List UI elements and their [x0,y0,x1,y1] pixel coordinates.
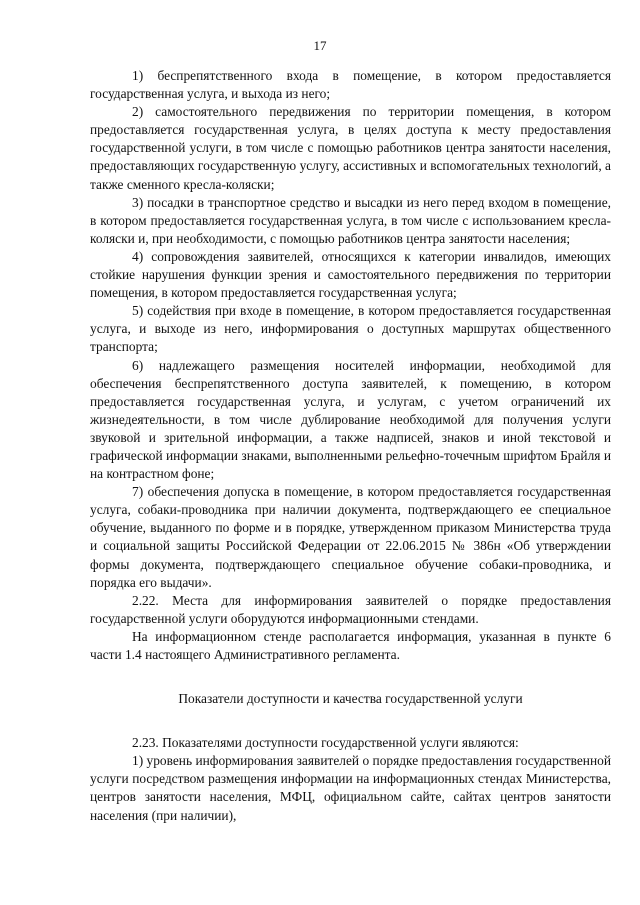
paragraph-item-1: 1) беспрепятственного входа в помещение, в котором предоставляется государственная услуга, и выхода из него; [90,68,611,102]
paragraph-indicator-1: 1) уровень информирования заявителей о порядке предоставления государственной услуги посредством размещения информации на информационных стендах Министерства, центров занятости населения, МФЦ, официальном сайте, сайтах центров занятости населения (при наличии), [90,753,611,823]
paragraph-2-23: 2.23. Показателями доступности государственной услуги являются: [132,735,519,751]
paragraph-item-3: 3) посадки в транспортное средство и высадки из него перед входом в помещение, в котором предоставляется государственная услуга, в том числе с использованием кресла-коляски и, при необходимости, с помощью работников центра занятости населения; [90,194,611,246]
document-body [90,67,611,825]
paragraph-item-7: 7) обеспечения допуска в помещение, в котором предоставляется государственная услуга, собаки-проводника при наличии документа, подтверждающего ее специальное обучение, выданного по форме и в порядке, утвержденном приказом Министерства труда и социальной защиты Российской Федерации от 22.06.2015 № 386н «Об утверждении формы документа, подтверждающего специальное обучение собаки-проводника, и порядка его выдачи». [90,484,611,590]
paragraph-info-stand: На информационном стенде располагается информация, указанная в пункте 6 части 1.4 настоящего Административного регламента. [90,628,611,662]
page-number: 17 [313,38,327,53]
paragraph-item-4: 4) сопровождения заявителей, относящихся к категории инвалидов, имеющих стойкие нарушения функции зрения и самостоятельного передвижения по территории помещения, в котором предоставляется государственная услуга; [90,248,611,301]
section-heading: Показатели доступности и качества государственной услуги [178,691,523,707]
paragraph-2-22: 2.22. Места для информирования заявителей о порядке предоставления государственной услуги оборудуются информационными стендами. [90,592,611,626]
paragraph-item-6: 6) надлежащего размещения носителей информации, необходимой для обеспечения беспрепятственного доступа заявителей, к помещению, в котором предоставляется государственная услуга, и услугам, с учетом ограничений их жизнедеятельности, в том числе дублирование необходимой для получения услуги звуковой и зрительной информации, а также надписей, знаков и иной текстовой и графической информации знаками, выполненными рельефно-точечным шрифтом Брайля и на контрастном фоне; [90,357,611,482]
paragraph-item-2: 2) самостоятельного передвижения по территории помещения, в котором предоставляется государственная услуга, в целях доступа к месту предоставления государственной услуги, в том числе с помощью работников центра занятости населения, предоставляющих государственную услугу, ассистивных и вспомогательных технологий, а также сменного кресла-коляски; [90,104,611,192]
paragraph-item-5: 5) содействия при входе в помещение, в котором предоставляется государственная услуга, и выходе из него, информирования о доступных маршрутах общественного транспорта; [90,303,611,355]
